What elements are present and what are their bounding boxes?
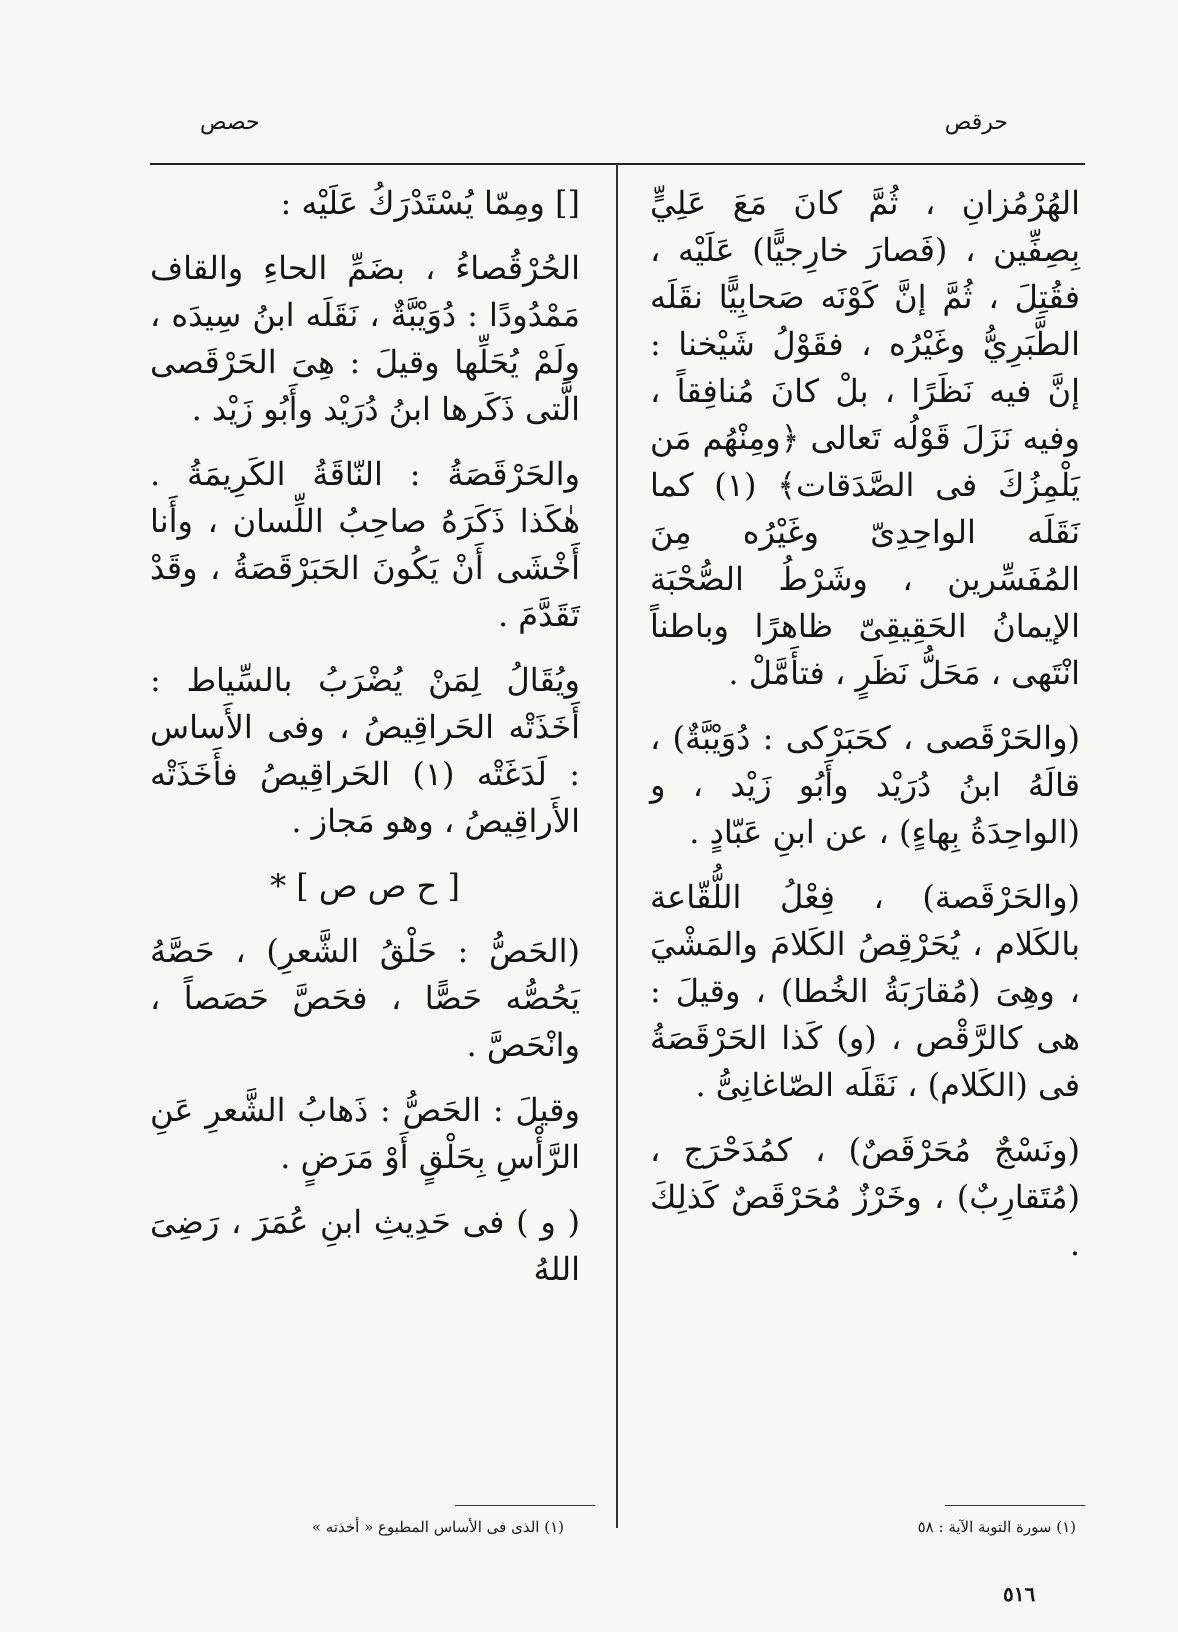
paragraph: والحَرْقَصَةُ : النّاقَةُ الكَرِيمَةُ . هٰكَذا ذَكَرَهُ صاحِبُ اللِّسان ، وأَنا أَخْشَى أَنْ يَكُونَ الحَبَرْقَصَةُ ، وقَدْ تَقَدَّمَ . — [150, 455, 580, 634]
paragraph: الهُرْمُزانِ ، ثُمَّ كانَ مَعَ عَلِيٍّ بِصِفِّين ، (فَصارَ خارِجيًّا) عَلَيْه ، فقُتِلَ ، ثُمَّ إنَّ كَوْنَه صَحابِيًّا نقَلَه الطَّبَرِيُّ وغَيْرُه ، فقَوْلُ شَيْخنا : إنَّ فيه نَظَرًا ، بلْ كانَ مُنافِقاً ، وفيه نَزَلَ قَوْلُه تَعالى ﴿ومِنْهُم مَن يَلْمِزُكَ فى الصَّدَقات﴾ (١) كما نَقَلَه الواحِدِىّ وغَيْرُه مِنَ المُفَسِّرين ، وشَرْطُ الصُّحْبَة الإيمانُ الحَقِيقِىّ ظاهرًا وباطناً انْتَهى ، مَحَلُّ نَظَرٍ ، فتأَمَّلْ . — [650, 184, 1080, 692]
paragraph: (والحَرْقَصة) ، فِعْلُ اللُّقّاعة بالكَلام ، يُحَرْقِصُ الكَلامَ والمَشْيَ ، وهِىَ (مُقارَبَةُ الخُطا) ، وقيلَ : هى كالرَّقْص ، (و) كَذا الحَرْقَصَةُ فى (الكَلام) ، نَقَلَه الصّاغانِىُّ . — [650, 878, 1080, 1104]
page-header-left: حصص — [200, 110, 260, 135]
left-column — [150, 180, 580, 1311]
page-number: ٥١٦ — [1003, 1582, 1036, 1606]
footnote-left: (١) الذى فى الأساس المطبوع « أخذته » — [311, 1518, 564, 1536]
paragraph: [] ومِمّا يُسْتَدْرَكُ عَلَيْه : — [280, 184, 580, 222]
paragraph: الحُرْقُصاءُ ، بضَمِّ الحاءِ والقاف مَمْدُودًا : دُوَيْبَّةٌ ، نَقَلَه ابنُ سِيدَه ، ولَمْ يُحَلِّها وقيلَ : هِىَ الحَرْقَصى الَّتى ذَكَرها ابنُ دُرَيْد وأَبُو زَيْد . — [150, 249, 580, 428]
paragraph: (والحَرْقَصى ، كحَبَرْكى : دُوَيْبَّةٌ) ، قالَهُ ابنُ دُرَيْد وأَبُو زَيْد ، و (الواحِدَةُ بِهاءٍ) ، عن ابنِ عَبّادٍ . — [650, 719, 1080, 851]
entry-heading: [ ح ص ص ] * — [270, 867, 460, 905]
paragraph: (الحَصُّ : حَلْقُ الشَّعرِ) ، حَصَّهُ يَحُصُّه حَصًّا ، فحَصَّ حَصَصاً ، وانْحَصَّ . — [150, 932, 580, 1064]
paragraph: (ونَسْجٌ مُحَرْقَصٌ) ، كمُدَحْرَج ، (مُتَقارِبٌ) ، وخَرْزٌ مُحَرْقَصٌ كَذلِكَ . — [650, 1131, 1080, 1263]
paragraph: ( و ) فى حَدِيثِ ابنِ عُمَرَ ، رَضِىَ اللهُ — [150, 1203, 580, 1288]
page-header-right: حرقص — [944, 110, 1008, 135]
footnote-rule-right — [945, 1505, 1085, 1506]
footnote-rule-left — [455, 1505, 595, 1506]
column-divider — [616, 163, 618, 1528]
right-column — [650, 180, 1080, 1286]
paragraph: وقيلَ : الحَصُّ : ذَهابُ الشَّعرِ عَنِ الرَّأْسِ بِحَلْقٍ أَوْ مَرَضٍ . — [150, 1091, 580, 1176]
footnote-right: (١) سورة التوبة الآية : ٥٨ — [917, 1518, 1076, 1536]
paragraph: ويُقَالُ لِمَنْ يُضْرَبُ بالسِّياط : أَخَذَتْه الحَراقِيصُ ، وفى الأَساس : لَدَغَتْه (١) الحَراقِيصُ فأَخَذَتْه الأَراقِيصُ ، وهو مَجاز . — [150, 661, 580, 840]
